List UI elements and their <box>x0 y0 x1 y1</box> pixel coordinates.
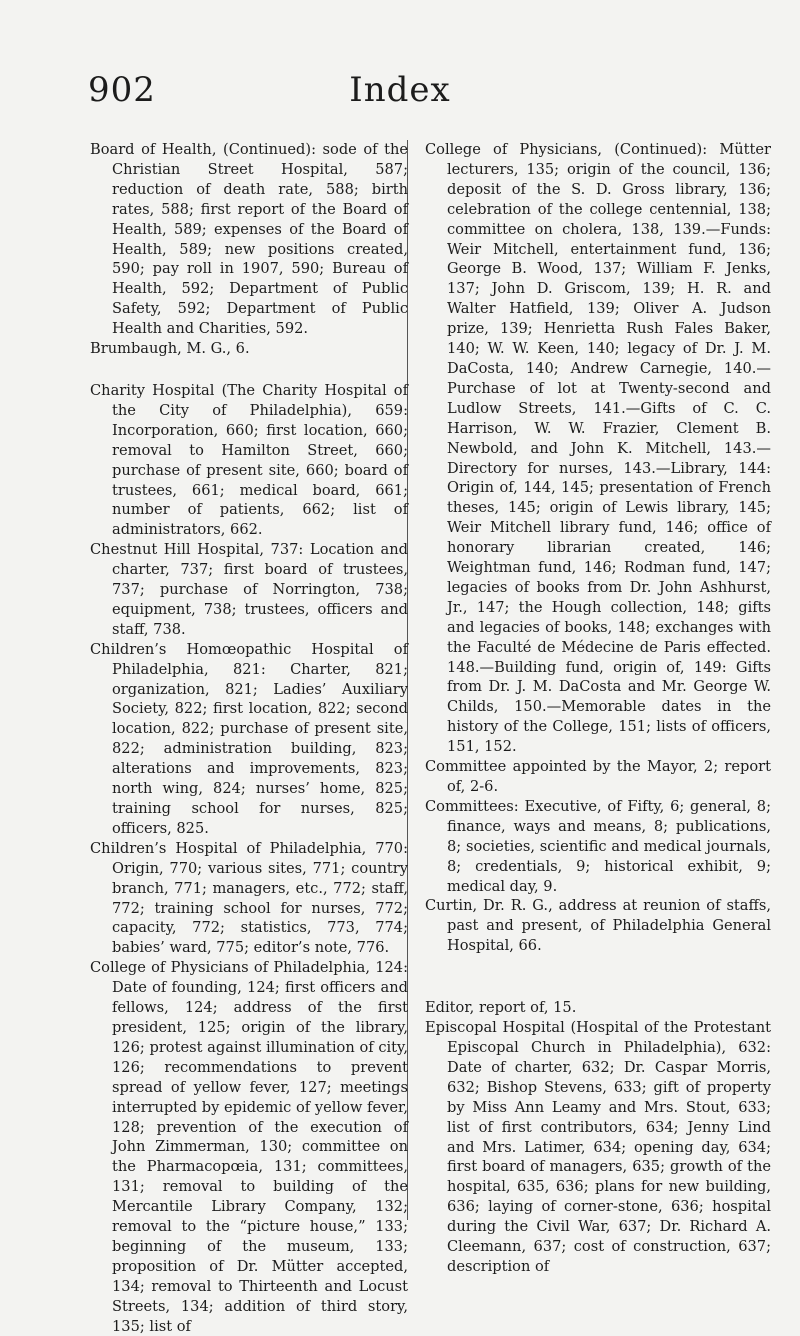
index-entry-episcopal-hospital: Episcopal Hospital (Hospital of the Protestant Episcopal Church in Philadelphia), 632: Date of charter, 632; Dr. Caspar Morris, 632; Bishop Stevens, 633; gift of property by Miss Ann Leamy and Mrs. Stout, 633; list of first contributors, 634; Jenny Lind and Mrs. Latimer, 634; opening day, 634; first board of managers, 635; growth of the hospital, 635, 636; plans for new building, 636; laying of corner-stone, 636; hospital during the Civil War, 637; Dr. Richard A. Cleemann, 637; cost of construction, 637; description of <box>425 1019 771 1275</box>
index-entry-college-of-physicians-continued: College of Physicians, (Continued): Mütter lecturers, 135; origin of the council, 136; deposit of the S. D. Gross library, 136; celebration of the college centennial, 138; committee on cholera, 138, 139.—Funds: Weir Mitchell, entertainment fund, 136; George B. Wood, 137; William F. Jenks, 137; John D. Griscom, 139; H. R. and Walter Hatfield, 139; Oliver A. Judson prize, 139; Henrietta Rush Fales Baker, 140; W. W. Keen, 140; legacy of Dr. J. M. DaCosta, 140; Andrew Carnegie, 140.—Purchase of lot at Twenty-second and Ludlow Streets, 141.—Gifts of C. C. Harrison, W. W. Frazier, Clement B. Newbold, and John K. Mitchell, 143.—Directory for nurses, 143.—Library, 144: Origin of, 144, 145; presentation of French theses, 145; origin of Lewis library, 145; Weir Mitchell library fund, 146; office of honorary librarian created, 146; Weightman fund, 146; Rodman fund, 147; legacies of books from Dr. John Ashhurst, Jr., 147; the Hough collection, 148; gifts and legacies of books, 148; exchanges with the Faculté de Médecine de Paris effected. 148.—Building fund, origin of, 149: Gifts from Dr. J. M. DaCosta and Mr. George W. Childs, 150.—Memorable dates in the history of the College, 151; lists of officers, 151, 152. <box>425 141 771 756</box>
index-entry-committees: Committees: Executive, of Fifty, 6; general, 8; finance, ways and means, 8; publications, 8; societies, scientific and medical journals, 8; credentials, 9; historical exhibit, 9; medical day, 9. <box>425 797 771 895</box>
index-entry-curtin: Curtin, Dr. R. G., address at reunion of staffs, past and present, of Philadelphia General Hospital, 66. <box>425 897 771 955</box>
index-entry-brumbaugh: Brumbaugh, M. G., 6. <box>90 340 250 358</box>
left-column <box>90 140 408 1336</box>
index-entry-editor: Editor, report of, 15. <box>425 999 577 1017</box>
page-number: 902 <box>88 70 156 110</box>
index-entry-committee-appointed: Committee appointed by the Mayor, 2; report of, 2-6. <box>425 758 771 795</box>
index-entry-childrens-homoeopathic-hospital: Children’s Homœopathic Hospital of Philadelphia, 821: Charter, 821; organization, 821; Ladies’ Auxiliary Society, 822; first location, 822; second location, 822; purchase of present site, 822; administration building, 823; alterations and improvements, 823; north wing, 824; nurses’ home, 825; training school for nurses, 825; officers, 825. <box>90 640 408 837</box>
running-title: Index <box>349 70 451 110</box>
index-entry-board-of-health: Board of Health, (Continued): sode of the Christian Street Hospital, 587; reduction of death rate, 588; birth rates, 588; first report of the Board of Health, 589; expenses of the Board of Health, 589; new positions created, 590; pay roll in 1907, 590; Bureau of Health, 592; Department of Public Safety, 592; Department of Public Health and Charities, 592. <box>90 141 408 338</box>
right-column <box>425 140 771 1277</box>
index-entry-childrens-hospital: Children’s Hospital of Philadelphia, 770: Origin, 770; various sites, 771; country branch, 771; managers, etc., 772; staff, 772; training school for nurses, 772; capacity, 772; statistics, 773, 774; babies’ ward, 775; editor’s note, 776. <box>90 839 408 957</box>
index-entry-charity-hospital: Charity Hospital (The Charity Hospital of the City of Philadelphia), 659: Incorporation, 660; first location, 660; removal to Hamilton Street, 660; purchase of present site, 660; board of trustees, 661; medical board, 661; number of patients, 662; list of administrators, 662. <box>90 381 408 539</box>
index-entry-chestnut-hill-hospital: Chestnut Hill Hospital, 737: Location and charter, 737; first board of trustees, 737; purchase of Norrington, 738; equipment, 738; trustees, officers and staff, 738. <box>90 541 408 638</box>
index-entry-college-of-physicians: College of Physicians of Philadelphia, 124: Date of founding, 124; first officers and fellows, 124; address of the first president, 125; origin of the library, 126; protest against illumination of city, 126; recommendations to prevent spread of yellow fever, 127; meetings interrupted by epidemic of yellow fever, 128; prevention of the execution of John Zimmerman, 130; committee on the Pharmacopœia, 131; committees, 131; removal to building of the Mercantile Library Company, 132; removal to the “picture house,” 133; beginning of the museum, 133; proposition of Dr. Mütter accepted, 134; removal to Thirteenth and Locust Streets, 134; addition of third story, 135; list of <box>90 959 408 1335</box>
page-header <box>0 70 800 130</box>
